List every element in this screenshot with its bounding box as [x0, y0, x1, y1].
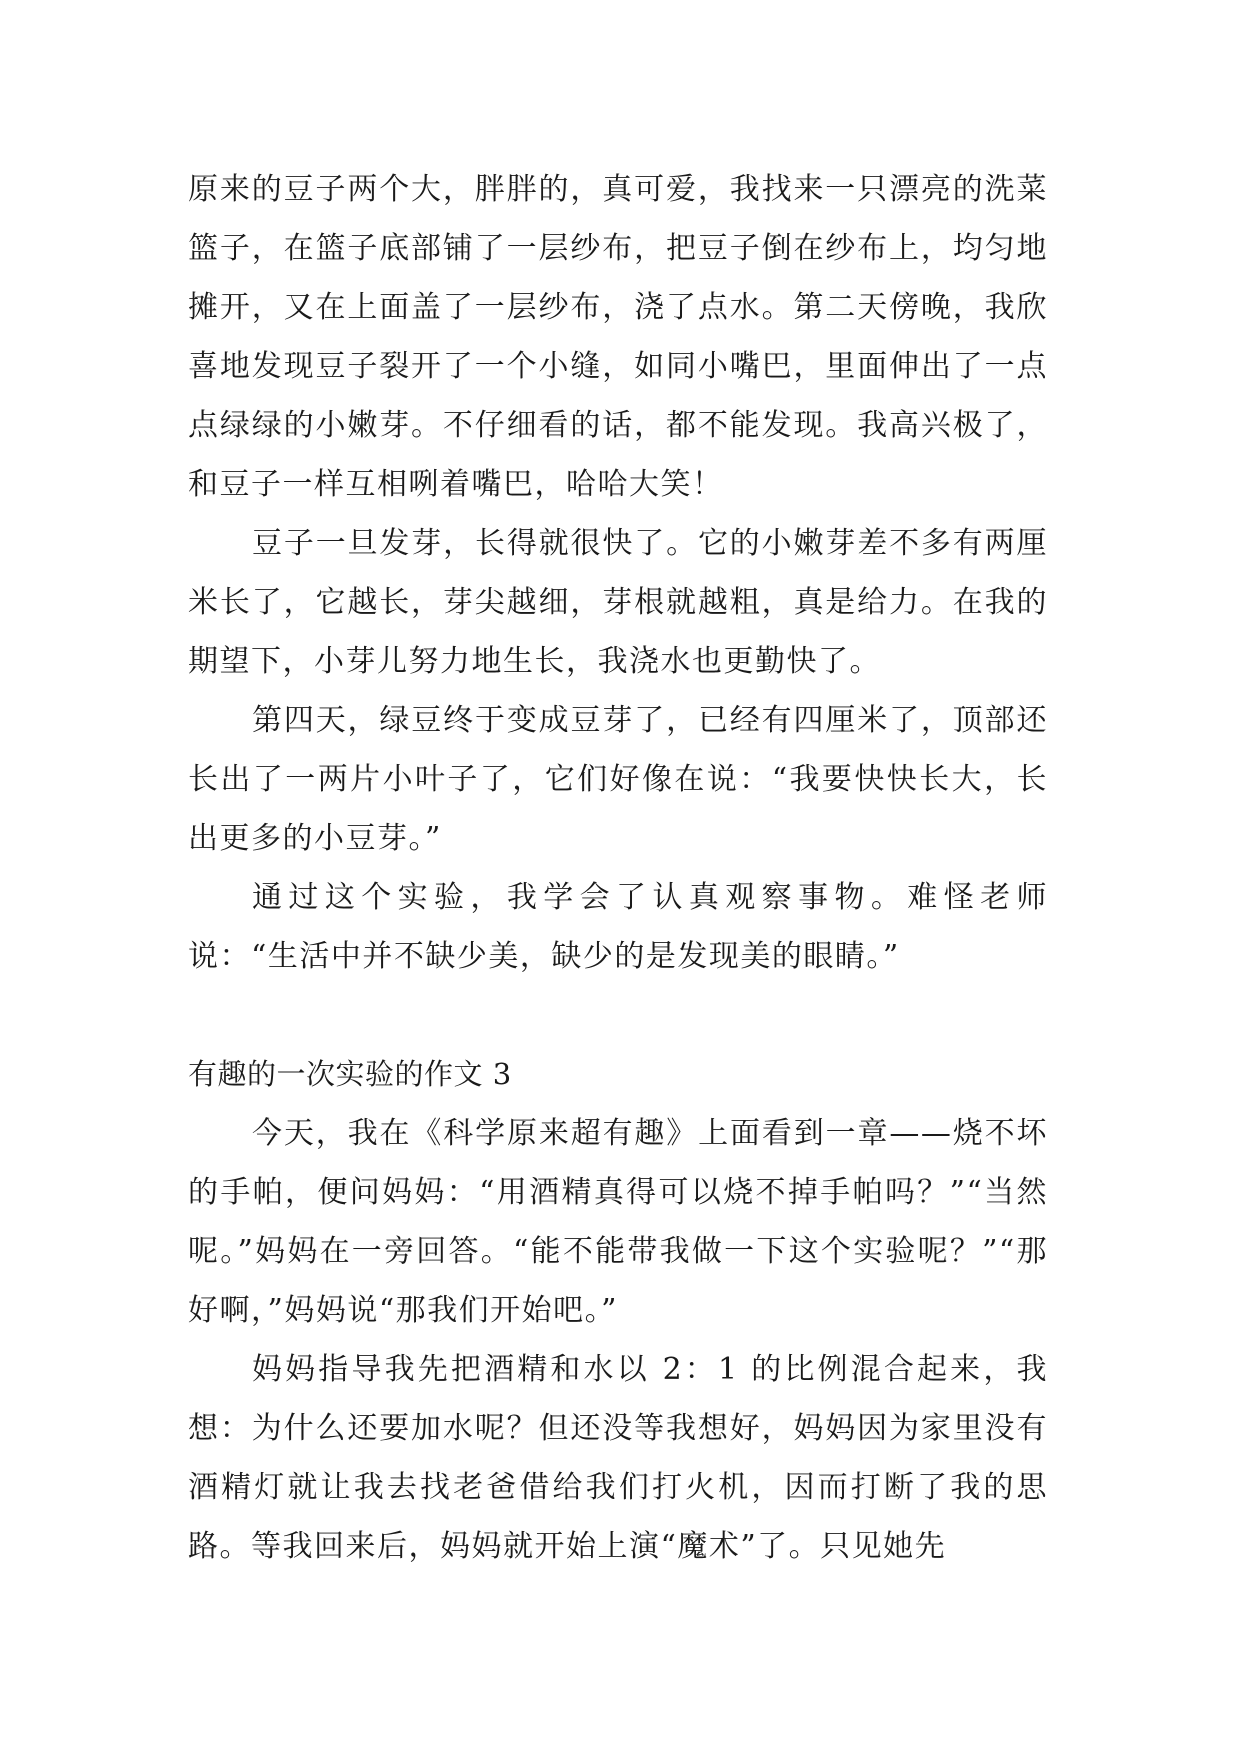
paragraph-sprout-start: 原来的豆子两个大，胖胖的，真可爱，我找来一只漂亮的洗菜篮子，在篮子底部铺了一层纱布，把豆子倒在纱布上，均匀地摊开，又在上面盖了一层纱布，浇了点水。第二天傍晚，我欣喜地发现豆子裂开了一个小缝，如同小嘴巴，里面伸出了一点点绿绿的小嫩芽。不仔细看的话，都不能发现。我高兴极了，和豆子一样互相咧着嘴巴，哈哈大笑！	[188, 172, 1048, 502]
paragraph-handkerchief-intro: 今天，我在《科学原来超有趣》上面看到一章——烧不坏的手帕，便问妈妈：“用酒精真得可以烧不掉手帕吗？”“当然呢。”妈妈在一旁回答。“能不能带我做一下这个实验呢？”“那好啊，”妈妈说“那我们开始吧。”	[188, 1116, 1048, 1328]
section-spacer	[188, 986, 1048, 1045]
essay-heading: 有趣的一次实验的作文 3	[188, 1057, 512, 1091]
paragraph-sprout-day-four: 第四天，绿豆终于变成豆芽了，已经有四厘米了，顶部还长出了一两片小叶子了，它们好像在说：“我要快快长大，长出更多的小豆芽。”	[188, 703, 1048, 856]
paragraph-handkerchief-mixing: 妈妈指导我先把酒精和水以 2：1 的比例混合起来，我想：为什么还要加水呢？但还没等我想好，妈妈因为家里没有酒精灯就让我去找老爸借给我们打火机，因而打断了我的思路。等我回来后，妈妈就开始上演“魔术”了。只见她先	[188, 1352, 1048, 1564]
document-body	[188, 160, 1048, 1576]
paragraph-sprout-growth: 豆子一旦发芽，长得就很快了。它的小嫩芽差不多有两厘米长了，它越长，芽尖越细，芽根就越粗，真是给力。在我的期望下，小芽儿努力地生长，我浇水也更勤快了。	[188, 526, 1048, 679]
paragraph-sprout-conclusion: 通过这个实验，我学会了认真观察事物。难怪老师说：“生活中并不缺少美，缺少的是发现美的眼睛。”	[188, 880, 1048, 974]
